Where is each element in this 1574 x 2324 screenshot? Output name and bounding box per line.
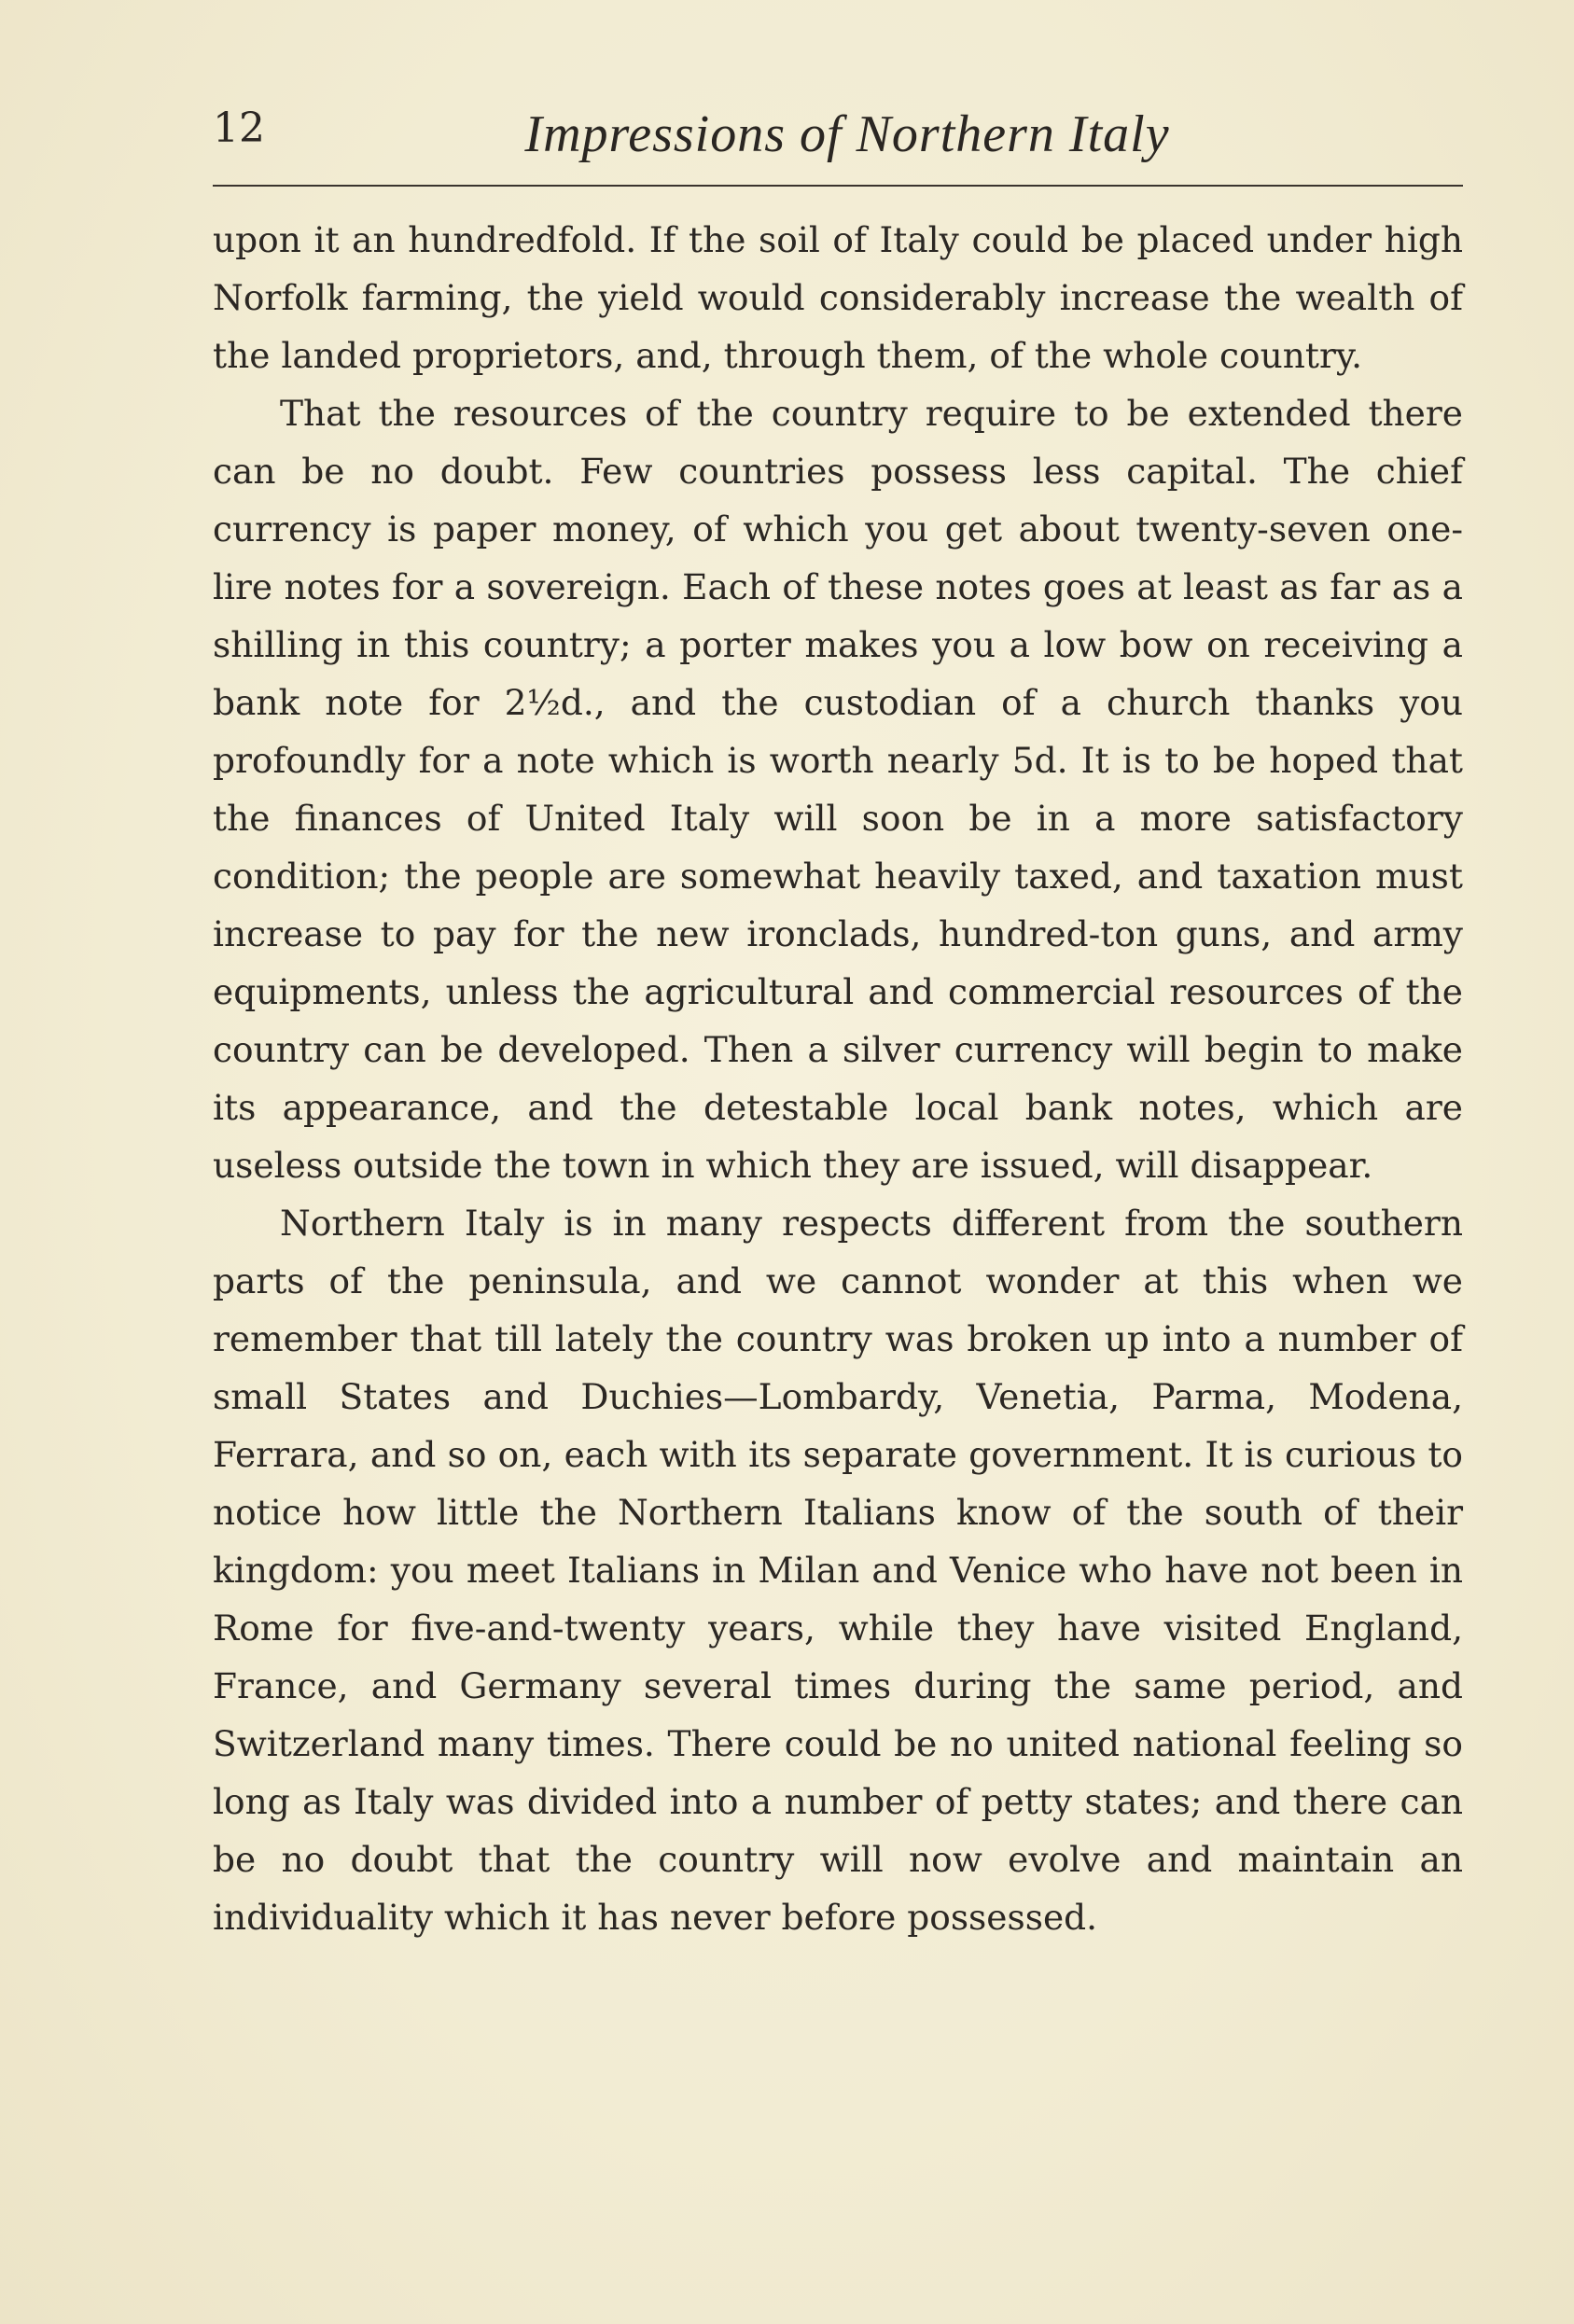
page-number: 12 (213, 104, 265, 152)
paragraph-northern-italy: Northern Italy is in many respects different from the southern parts of the peninsula, and we cannot wonder at this when we remember that till lately the country was broken up into a number of small States and Duchies—Lombardy, Venetia, Parma, Modena, Ferrara, and so on, each with its separate government. It is curious to notice how little the Northern Italians know of the south of their kingdom: you meet Italians in Milan and Venice who have not been in Rome for five-and-twenty years, while they have visited England, France, and Germany several times during the same period, and Switzerland many times. There could be no united national feeling so long as Italy was divided into a number of petty states; and there can be no doubt that the country will now evolve and maintain an individuality which it has never before possessed. (213, 1203, 1463, 1938)
page-header (213, 104, 1463, 170)
paragraph-continuation: upon it an hundredfold. If the soil of Italy could be placed under high Norfolk farming, the yield would considerably increase the wealth of the landed proprietors, and, through them, of the whole country. (213, 219, 1463, 376)
header-rule (213, 185, 1463, 187)
paragraph-resources: That the resources of the country require to be extended there can be no doubt. Few countries possess less capital. The chief currency is paper money, of which you get about twenty-seven one-lire notes for a sovereign. Each of these notes goes at least as far as a shilling in this country; a porter makes you a low bow on receiving a bank note for 2½d., and the custodian of a church thanks you profoundly for a note which is worth nearly 5d. It is to be hoped that the finances of United Italy will soon be in a more satisfactory condition; the people are somewhat heavily taxed, and taxation must increase to pay for the new ironclads, hundred-ton guns, and army equipments, unless the agricultural and commercial resources of the country can be developed. Then a silver currency will begin to make its appearance, and the detestable local bank notes, which are useless outside the town in which they are issued, will disappear. (213, 393, 1463, 1186)
body-text (213, 211, 1463, 1946)
running-title: Impressions of Northern Italy (524, 105, 1170, 163)
